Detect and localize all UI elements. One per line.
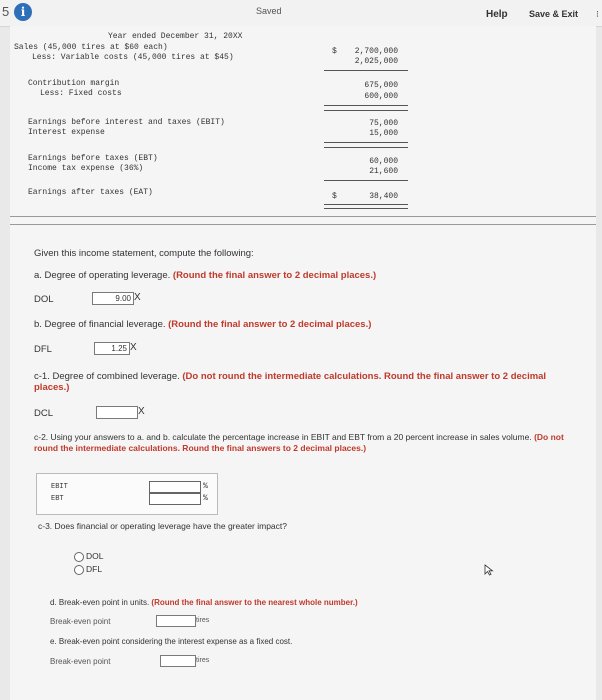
question-a-prompt: a. Degree of operating leverage. (34, 270, 171, 281)
statement-heading: Year ended December 31, 20XX (108, 32, 243, 41)
statement-value-variable-costs: 2,025,000 (354, 57, 398, 66)
menu-icon[interactable]: ⁝ (596, 9, 599, 19)
ebt-label: EBT (51, 495, 64, 503)
break-even-unit: tires (196, 617, 210, 624)
dfl-input-value: 1.25 (111, 344, 127, 353)
ebit-label: EBIT (51, 483, 68, 491)
question-d-prompt: d. Break-even point in units. (50, 598, 150, 607)
instructions-text: Given this income statement, compute the following: (34, 248, 254, 259)
question-c2-note: (Do not round the intermediate calculations. Round the final answers to 2 decimal places.) (34, 432, 564, 453)
question-a-note: (Round the final answer to 2 decimal places.) (172, 270, 377, 281)
currency-symbol: $ (332, 47, 337, 56)
total-rule (324, 204, 408, 205)
dfl-input[interactable] (94, 342, 130, 355)
statement-row-eat: Earnings after taxes (EAT) (28, 188, 153, 197)
percent-sign: % (203, 494, 208, 503)
question-b-note: (Round the final answer to 2 decimal places.) (168, 319, 372, 330)
break-even-interest-input[interactable] (160, 655, 196, 667)
total-rule (324, 142, 408, 143)
question-d-note: (Round the final answer to the nearest whole number.) (151, 598, 358, 607)
statement-divider (10, 224, 596, 225)
break-even-label: Break-even point (50, 617, 111, 626)
question-c1-note: (Do not round the intermediate calculations. Round the final answer to 2 decimal places.) (34, 371, 547, 393)
total-rule (324, 208, 408, 209)
statement-row-fixed-costs: Less: Fixed costs (40, 89, 122, 98)
percentage-table (36, 473, 218, 515)
ebit-input[interactable] (149, 481, 201, 493)
total-rule (324, 110, 408, 111)
total-rule (324, 105, 408, 106)
statement-value-sales: 2,700,000 (354, 47, 398, 56)
dcl-input[interactable] (96, 406, 138, 419)
statement-row-interest: Interest expense (28, 128, 105, 137)
total-rule (324, 70, 408, 71)
question-c3-prompt: c-3. Does financial or operating leverage have the greater impact? (38, 521, 288, 531)
total-rule (324, 180, 408, 181)
statement-value-interest: 15,000 (369, 129, 398, 138)
question-content (10, 26, 596, 700)
question-c1-prompt: c-1. Degree of combined leverage. (34, 371, 180, 382)
statement-row-income-tax: Income tax expense (36%) (28, 164, 144, 173)
help-button[interactable]: Help (486, 9, 508, 20)
save-exit-button[interactable]: Save & Exit (529, 9, 579, 19)
info-icon[interactable]: i (14, 3, 32, 21)
incorrect-icon: X (138, 406, 145, 417)
question-c2-prompt: c-2. Using your answers to a. and b. calculate the percentage increase in EBIT and EBT from a 20 percent increase in sales volume. (34, 432, 532, 442)
saved-status: Saved (256, 6, 282, 16)
statement-row-ebt: Earnings before taxes (EBT) (28, 154, 158, 163)
dcl-label: DCL (34, 408, 54, 419)
break-even-interest-unit: tires (196, 657, 210, 664)
incorrect-icon: X (130, 342, 137, 353)
incorrect-icon: X (134, 292, 141, 303)
statement-value-income-tax: 21,600 (369, 167, 398, 176)
statement-value-eat: 38,400 (369, 192, 398, 201)
dol-label: DOL (34, 294, 54, 305)
radio-dol-label: DOL (86, 551, 104, 561)
radio-dol[interactable] (74, 552, 84, 562)
radio-dfl[interactable] (74, 565, 84, 575)
statement-value-ebit: 75,000 (369, 119, 398, 128)
mouse-cursor-icon (484, 564, 494, 576)
break-even-interest-label: Break-even point (50, 657, 111, 666)
question-e-prompt: e. Break-even point considering the interest expense as a fixed cost. (50, 637, 293, 646)
dol-input-value: 9.00 (115, 294, 131, 303)
statement-divider (10, 216, 596, 217)
statement-value-fixed-costs: 600,000 (364, 92, 398, 101)
radio-dfl-label: DFL (86, 564, 103, 574)
statement-value-ebt: 60,000 (369, 157, 398, 166)
dol-input[interactable] (92, 292, 134, 305)
statement-value-contribution-margin: 675,000 (364, 81, 398, 90)
statement-row-contribution-margin: Contribution margin (28, 79, 120, 88)
ebt-input[interactable] (149, 493, 201, 505)
break-even-input[interactable] (156, 615, 196, 627)
question-b-prompt: b. Degree of financial leverage. (34, 319, 166, 330)
total-rule (324, 147, 408, 148)
percent-sign: % (203, 482, 208, 491)
top-bar (0, 0, 602, 27)
dfl-label: DFL (34, 344, 52, 355)
currency-symbol: $ (332, 192, 337, 201)
statement-row-variable-costs: Less: Variable costs (45,000 tires at $45) (32, 53, 234, 62)
statement-row-ebit: Earnings before interest and taxes (EBIT) (28, 118, 225, 127)
statement-row-sales: Sales (45,000 tires at $60 each) (14, 43, 168, 52)
question-number: 5 (2, 4, 10, 19)
